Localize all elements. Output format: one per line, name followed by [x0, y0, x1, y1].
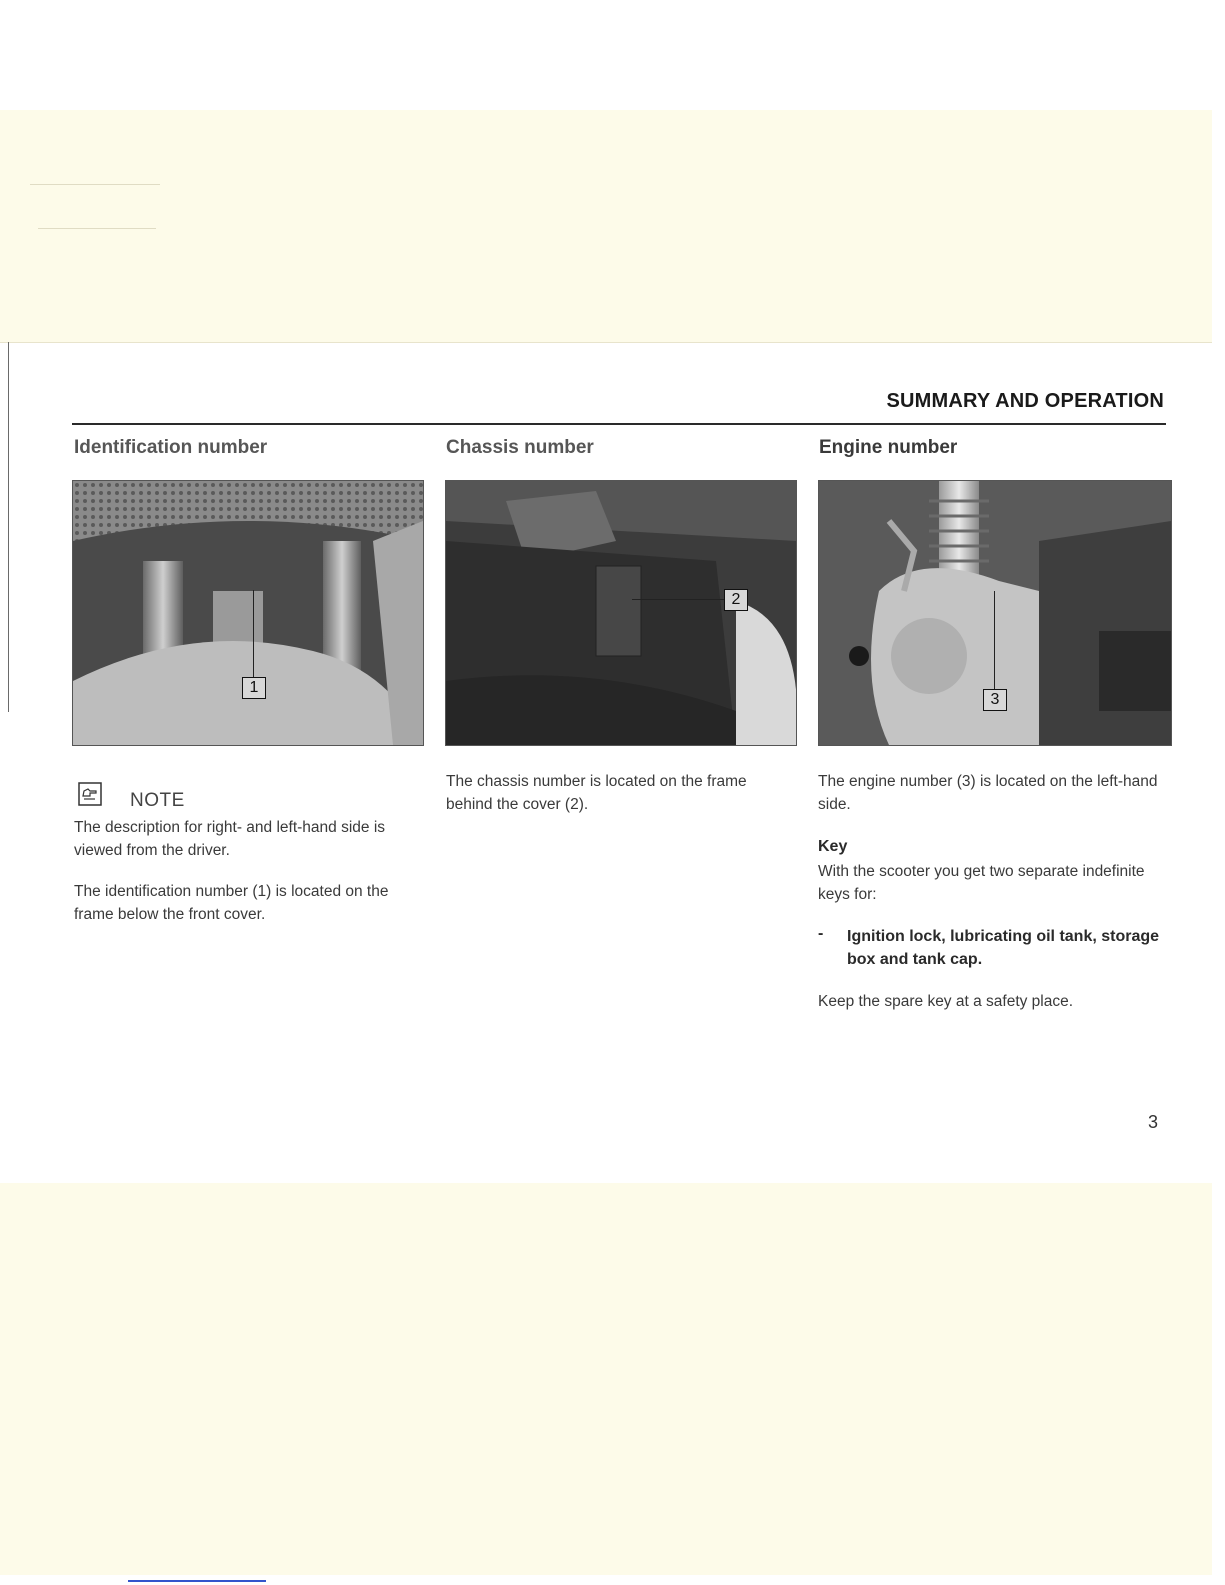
chassis-cover-photo — [446, 481, 796, 745]
callout-2: 2 — [724, 589, 748, 611]
chassis-number-title: Chassis number — [446, 437, 594, 458]
scan-mark — [38, 228, 156, 229]
callout-3: 3 — [983, 689, 1007, 711]
engine-location-text: The engine number (3) is located on the left-hand side. — [818, 773, 1158, 813]
identification-number-photo — [72, 480, 424, 746]
note-hand-icon — [78, 782, 102, 806]
front-frame-photo — [73, 481, 423, 745]
page-number: 3 — [1148, 1112, 1159, 1132]
note-text: The description for right- and left-hand side is viewed from the driver. — [74, 819, 386, 859]
identification-number-title: Identification number — [74, 437, 268, 458]
scan-edge-line — [8, 342, 9, 712]
callout-1: 1 — [242, 677, 266, 699]
scan-paper-top — [0, 110, 1212, 343]
scan-bottom-mark — [128, 1580, 266, 1582]
header-divider — [72, 423, 1166, 425]
chassis-location-text: The chassis number is located on the frame behind the cover (2). — [446, 773, 747, 813]
note-label: NOTE — [130, 790, 185, 811]
scan-mark — [30, 184, 160, 185]
key-description: With the scooter you get two separate indefinite keys for: — [818, 863, 1145, 903]
bullet-marker: - — [818, 925, 824, 942]
callout-leader-2 — [632, 599, 724, 600]
key-uses-bullet: Ignition lock, lubricating oil tank, storage box and tank cap. — [847, 928, 1160, 968]
section-header: SUMMARY AND OPERATION — [886, 390, 1164, 412]
engine-number-title: Engine number — [819, 437, 958, 458]
identification-location-text: The identification number (1) is located on the frame below the front cover. — [74, 883, 389, 923]
callout-leader-1 — [253, 590, 254, 677]
callout-leader-3 — [994, 591, 995, 689]
chassis-number-photo — [445, 480, 797, 746]
spare-key-text: Keep the spare key at a safety place. — [818, 993, 1074, 1010]
scan-paper-bottom — [0, 1183, 1212, 1575]
key-heading: Key — [818, 838, 848, 855]
